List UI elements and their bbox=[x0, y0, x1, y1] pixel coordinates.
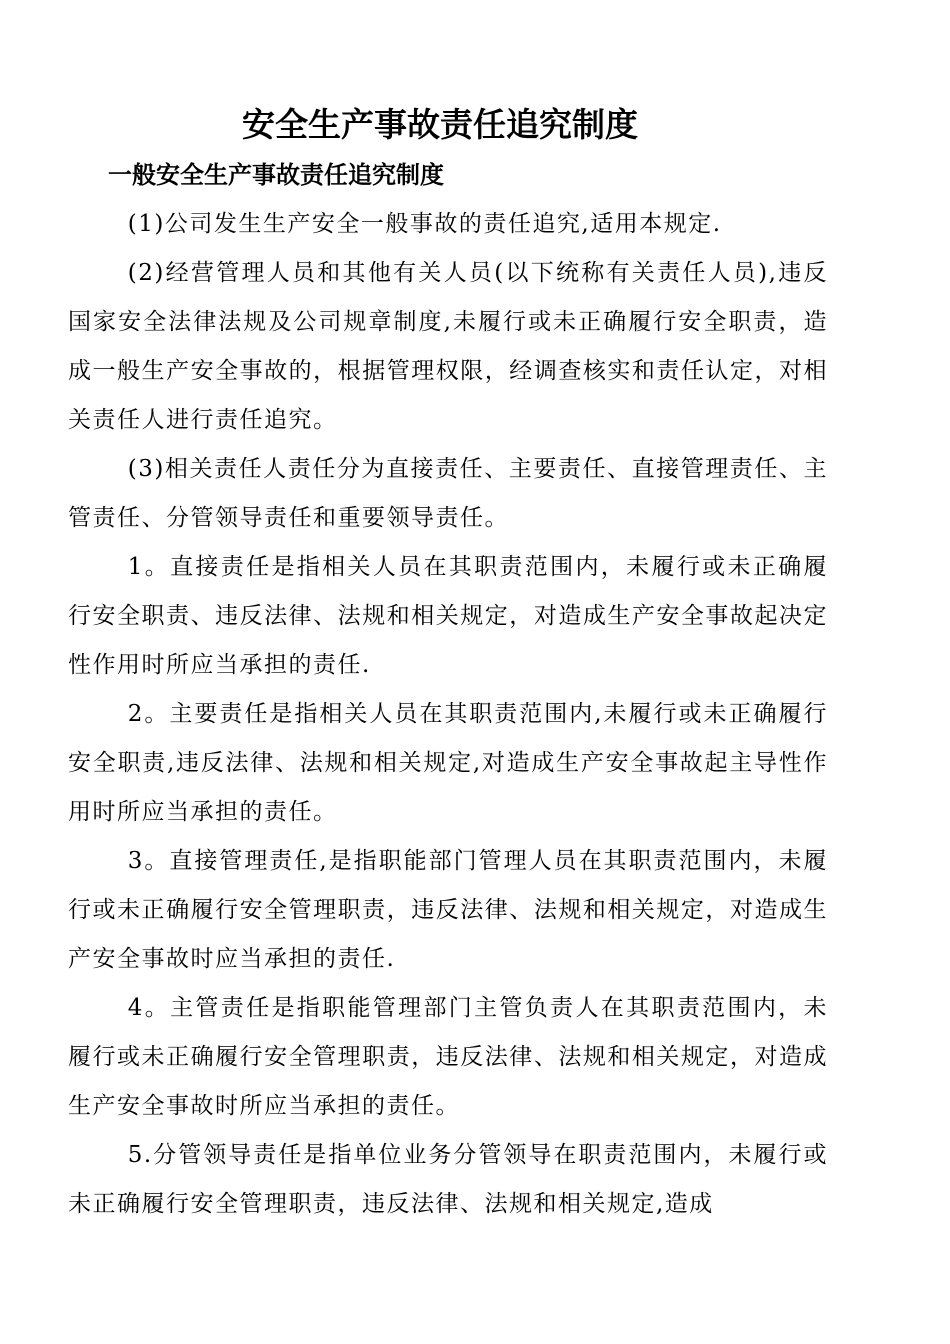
paragraph-item-2: 2。主要责任是指相关人员在其职责范围内,未履行或未正确履行安全职责,违反法律、法规和相关规定,对造成生产安全事故起主导性作用时所应当承担的责任。 bbox=[68, 701, 828, 825]
paragraph-item-4: 4。主管责任是指职能管理部门主管负责人在其职责范围内，未履行或未正确履行安全管理职责，违反法律、法规和相关规定，对造成生产安全事故时所应当承担的责任。 bbox=[68, 995, 828, 1119]
document-body bbox=[68, 200, 828, 1229]
paragraph-3: (3)相关责任人责任分为直接责任、主要责任、直接管理责任、主管责任、分管领导责任和重要领导责任。 bbox=[68, 456, 828, 531]
paragraph-item-5: 5.分管领导责任是指单位业务分管领导在职责范围内，未履行或未正确履行安全管理职责，违反法律、法规和相关规定,造成 bbox=[68, 1142, 828, 1217]
paragraph-1: (1)公司发生生产安全一般事故的责任追究,适用本规定. bbox=[127, 211, 722, 237]
paragraph-2: (2)经营管理人员和其他有关人员(以下统称有关责任人员),违反国家安全法律法规及公司规章制度,未履行或未正确履行安全职责，造成一般生产安全事故的，根据管理权限，经调查核实和责任认定，对相关责任人进行责任追究。 bbox=[68, 260, 828, 433]
paragraph-item-1: 1。直接责任是指相关人员在其职责范围内，未履行或未正确履行安全职责、违反法律、法规和相关规定，对造成生产安全事故起决定性作用时所应当承担的责任. bbox=[68, 554, 828, 678]
paragraph-item-3: 3。直接管理责任,是指职能部门管理人员在其职责范围内，未履行或未正确履行安全管理职责，违反法律、法规和相关规定，对造成生产安全事故时应当承担的责任. bbox=[68, 848, 828, 972]
section-heading: 一般安全生产事故责任追究制度 bbox=[108, 160, 444, 189]
document-title: 安全生产事故责任追究制度 bbox=[242, 105, 638, 144]
